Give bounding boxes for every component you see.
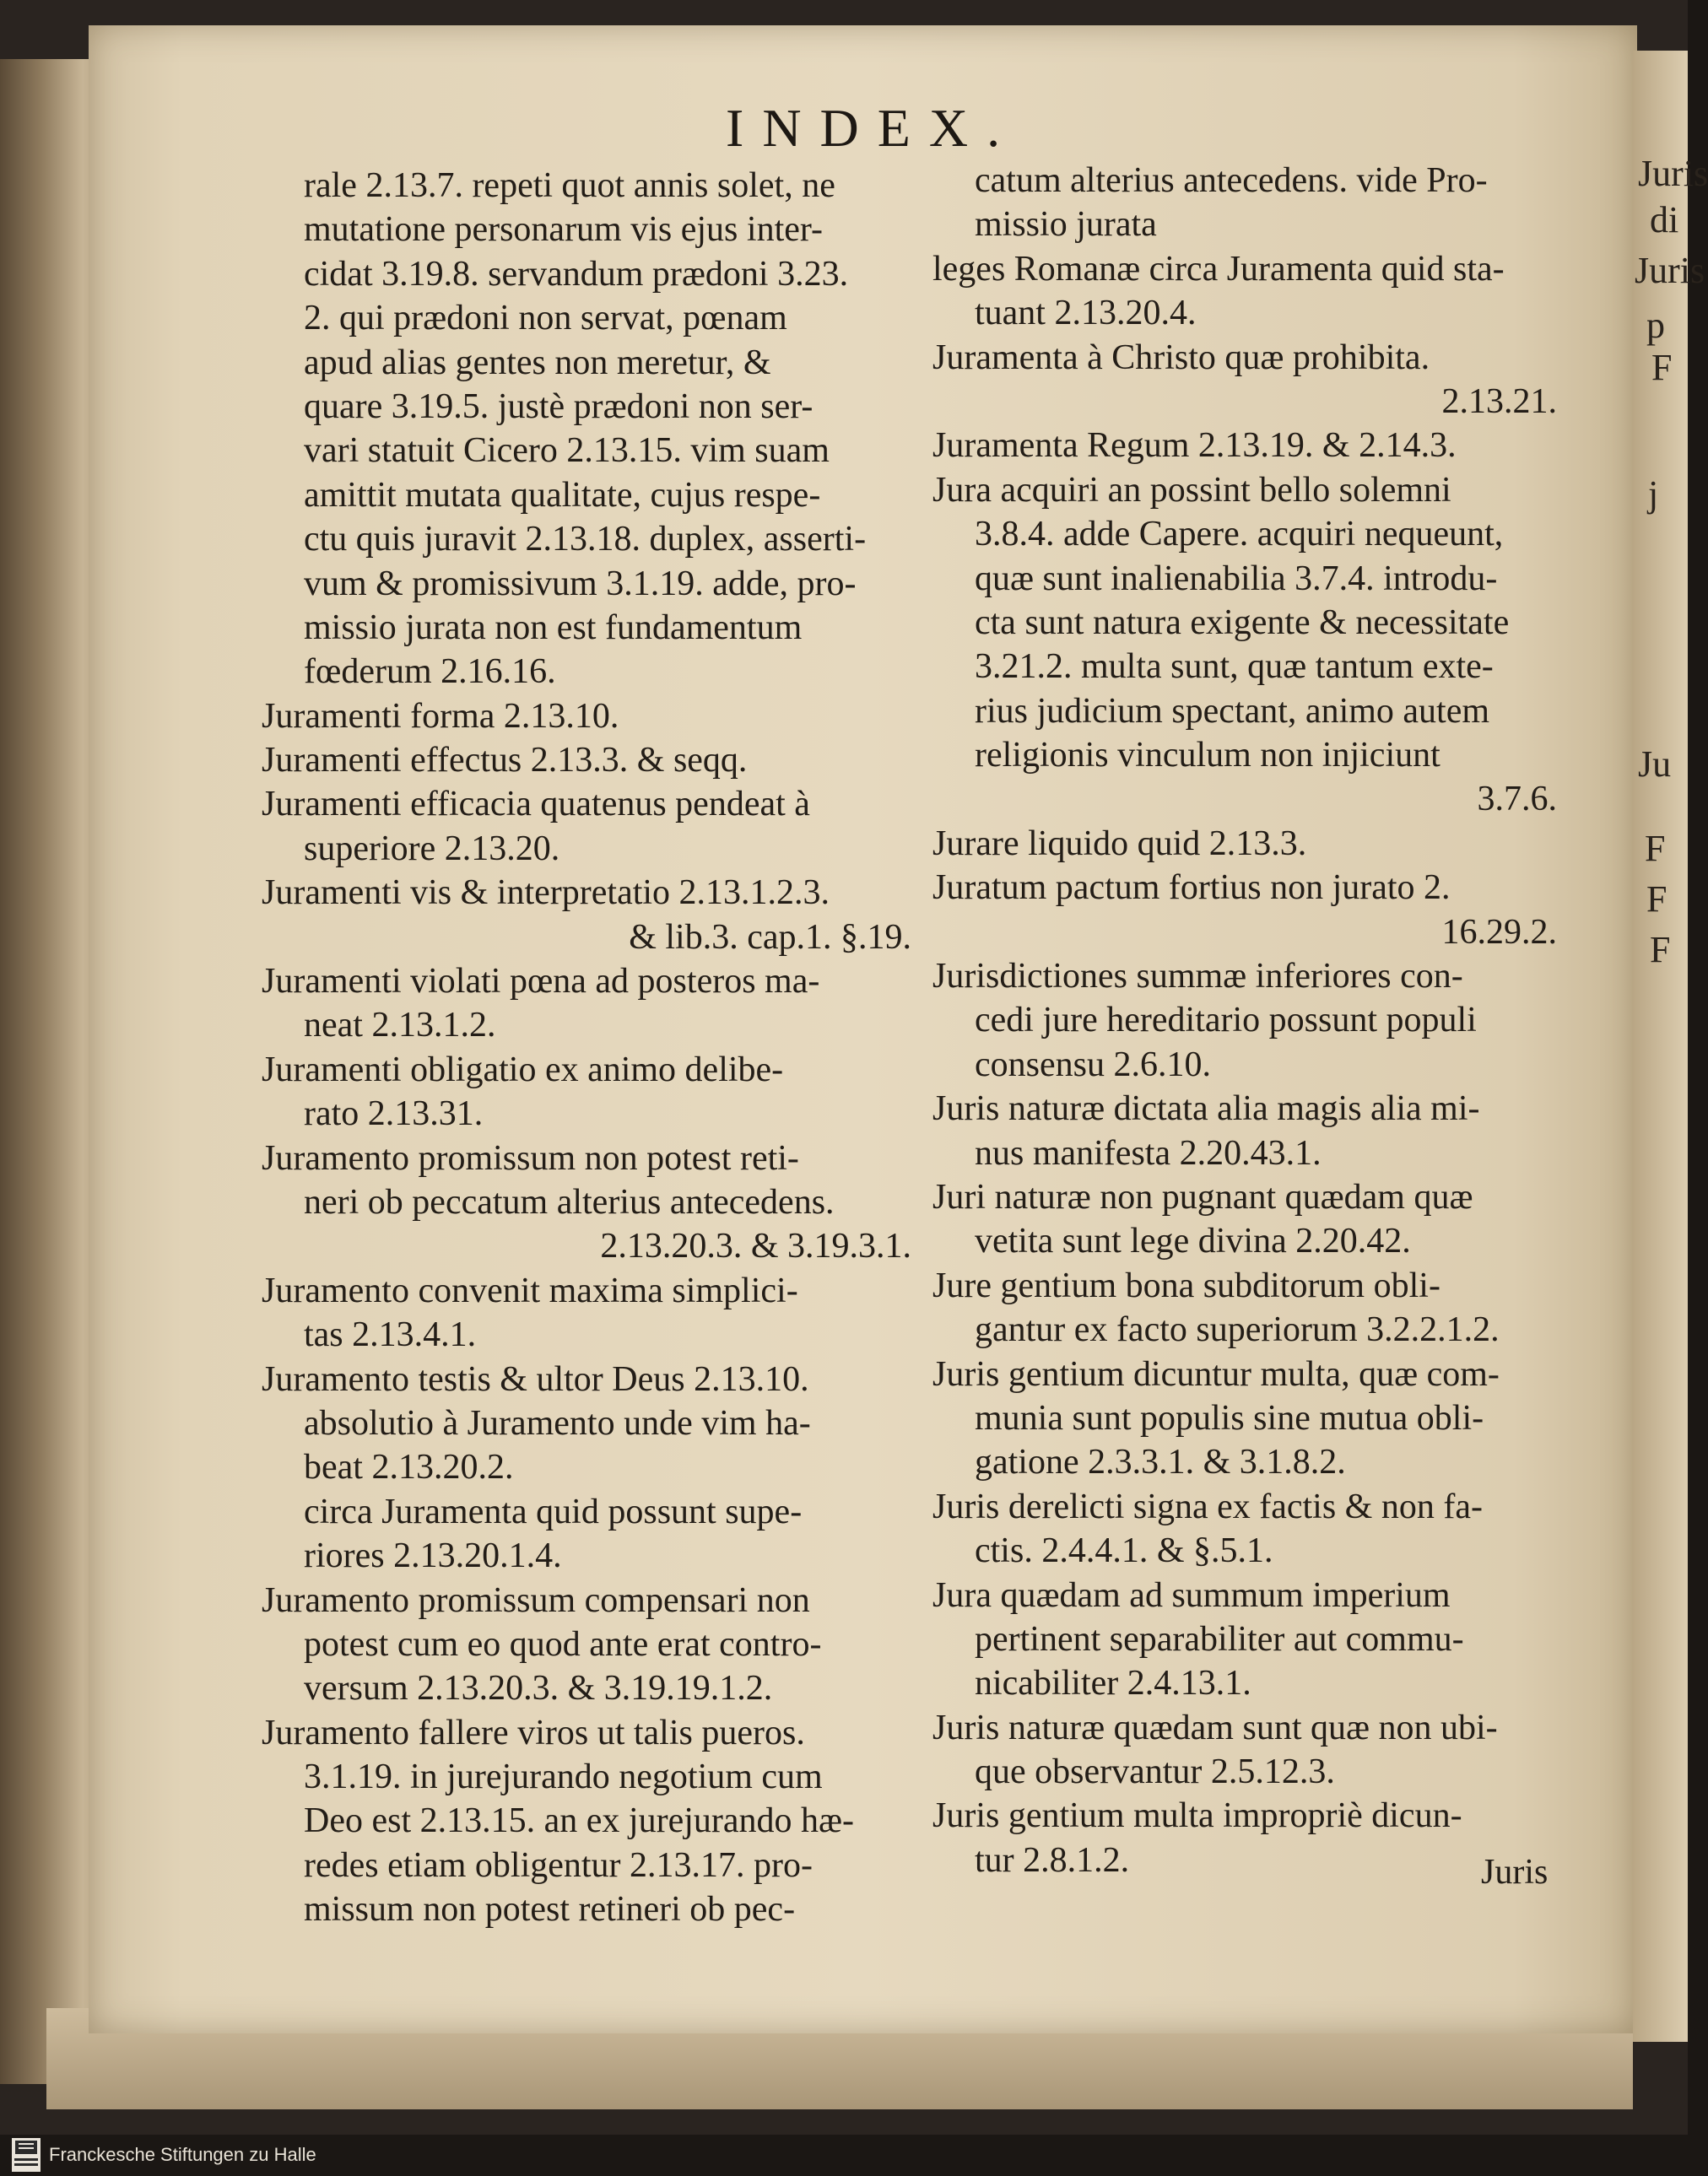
index-line: versum 2.13.20.3. & 3.19.19.1.2. [304,1669,773,1709]
index-line: circa Juramenta quid possunt supe- [304,1492,803,1531]
index-line: Deo est 2.13.15. an ex jurejurando hæ- [304,1801,855,1841]
index-line: religionis vinculum non injiciunt [975,736,1440,775]
index-line: fœderum 2.16.16. [304,652,556,692]
index-line: Juramenti effectus 2.13.3. & seqq. [262,741,748,780]
index-line: Juris gentium multa impropriè dicun- [932,1796,1462,1836]
index-line: 3.7.6. [1477,780,1557,819]
index-line: catum alterius antecedens. vide Pro- [975,161,1488,200]
index-line: Juramenti forma 2.13.10. [262,696,619,736]
index-line: gatione 2.3.3.1. & 3.1.8.2. [975,1443,1346,1482]
index-line: Juramenti efficacia quatenus pendeat à [262,785,810,824]
index-line: Juris naturæ dictata alia magis alia mi- [932,1089,1480,1129]
adjacent-page-fragment: Juris [1635,250,1705,291]
index-line: 3.8.4. adde Capere. acquiri nequeunt, [975,515,1504,554]
index-line: tuant 2.13.20.4. [975,294,1197,333]
adjacent-page-fragment: F [1651,347,1673,388]
index-line: vari statuit Cicero 2.13.15. vim suam [304,431,830,471]
adjacent-page-fragment: Ju [1638,743,1672,785]
index-line: Juramenti violati pœna ad posteros ma- [262,962,820,1002]
index-line: neat 2.13.1.2. [304,1006,496,1045]
adjacent-page-fragment: j [1648,473,1659,515]
index-line: Juris naturæ quædam sunt quæ non ubi- [932,1708,1498,1747]
index-line: neri ob peccatum alterius antecedens. [304,1182,835,1222]
index-line: Juramento promissum non potest reti- [262,1138,799,1178]
index-line: Juratum pactum fortius non jurato 2. [932,868,1451,908]
index-line: munia sunt populis sine mutua obli- [975,1398,1484,1438]
index-column-right [932,159,1557,1882]
index-line: pertinent separabiliter aut commu- [975,1619,1464,1659]
index-line: cta sunt natura exigente & necessitate [975,602,1510,642]
index-line: missio jurata [975,205,1157,245]
catchword: Juris [1481,1853,1549,1892]
page-heading: INDEX. [726,98,1019,158]
index-line: Jurare liquido quid 2.13.3. [932,823,1307,863]
index-line: rato 2.13.31. [304,1094,484,1134]
index-line: leges Romanæ circa Juramenta quid sta- [932,249,1505,289]
index-line: que observantur 2.5.12.3. [975,1752,1335,1792]
index-line: Juramenti vis & interpretatio 2.13.1.2.3. [262,873,830,913]
index-line: cidat 3.19.8. servandum prædoni 3.23. [304,254,849,294]
adjacent-page-fragment: p [1646,305,1665,346]
index-line: ctis. 2.4.4.1. & §.5.1. [975,1531,1273,1571]
index-line: Juramenta à Christo quæ prohibita. [932,337,1430,377]
index-line: beat 2.13.20.2. [304,1448,514,1488]
index-line: Juramento testis & ultor Deus 2.13.10. [262,1359,809,1399]
index-line: Jura acquiri an possint bello solemni [932,470,1451,510]
index-line: Juris derelicti signa ex factis & non fa- [932,1487,1483,1526]
index-line: Juri naturæ non pugnant quædam quæ [932,1177,1473,1217]
index-line: Juris gentium dicuntur multa, quæ com- [932,1354,1500,1394]
index-line: cedi jure hereditario possunt populi [975,1001,1477,1040]
index-line: & lib.3. cap.1. §.19. [629,917,911,957]
index-line: mutatione personarum vis ejus inter- [304,210,824,250]
index-line: 2. qui prædoni non servat, pœnam [304,299,787,338]
index-line: nicabiliter 2.4.13.1. [975,1664,1251,1704]
index-line: gantur ex facto superiorum 3.2.2.1.2. [975,1310,1500,1350]
index-line: superiore 2.13.20. [304,829,560,868]
index-line: vum & promissivum 3.1.19. adde, pro- [304,564,857,603]
adjacent-page-fragment: di [1650,199,1679,240]
index-line: tas 2.13.4.1. [304,1315,477,1355]
index-line: Juramenta Regum 2.13.19. & 2.14.3. [932,426,1457,466]
adjacent-page-fragment: F [1650,929,1671,970]
index-line: amittit mutata qualitate, cujus respe- [304,475,821,515]
index-line: missum non potest retineri ob pec- [304,1890,796,1930]
index-line: 16.29.2. [1441,912,1557,952]
footer-label: Franckesche Stiftungen zu Halle [49,2144,316,2165]
index-line: rius judicium spectant, animo autem [975,691,1490,731]
index-line: quæ sunt inalienabilia 3.7.4. introdu- [975,559,1498,598]
index-line: Juramento fallere viros ut talis pueros. [262,1713,805,1752]
index-line: 3.1.19. in jurejurando negotium cum [304,1758,823,1797]
index-line: tur 2.8.1.2. [975,1840,1130,1880]
index-line: quare 3.19.5. justè prædoni non ser- [304,386,813,426]
index-line: redes etiam obligentur 2.13.17. pro- [304,1845,813,1885]
index-line: nus manifesta 2.20.43.1. [975,1133,1322,1173]
index-column-left [262,164,911,1932]
index-line: Juramento convenit maxima simplici- [262,1271,798,1310]
index-line: Juramenti obligatio ex animo delibe- [262,1050,784,1089]
index-line: consensu 2.6.10. [975,1045,1211,1084]
index-line: Jure gentium bona subditorum obli- [932,1266,1440,1305]
index-line: 3.21.2. multa sunt, quæ tantum exte- [975,647,1494,687]
index-line: Juramento promissum compensari non [262,1580,810,1620]
index-line: absolutio à Juramento unde vim ha- [304,1403,811,1443]
index-line: ctu quis juravit 2.13.18. duplex, asserti- [304,520,867,559]
index-line: missio jurata non est fundamentum [304,607,803,647]
index-line: vetita sunt lege divina 2.20.42. [975,1222,1411,1261]
adjacent-page-fragment: F [1645,828,1666,869]
index-line: potest cum eo quod ante erat contro- [304,1624,822,1664]
adjacent-page-fragment: F [1646,878,1667,920]
index-line: 2.13.20.3. & 3.19.3.1. [600,1227,911,1266]
index-line: 2.13.21. [1441,381,1557,421]
index-line: apud alias gentes non meretur, & [304,343,771,382]
index-line: Jura quædam ad summum imperium [932,1575,1451,1615]
index-line: Jurisdictiones summæ inferiores con- [932,957,1463,996]
adjacent-page-edge [1633,51,1708,2042]
institution-logo [12,2138,41,2172]
index-line: rale 2.13.7. repeti quot annis solet, ne [304,166,835,205]
index-line: riores 2.13.20.1.4. [304,1536,562,1576]
adjacent-page-fragment: Juris [1638,153,1708,194]
